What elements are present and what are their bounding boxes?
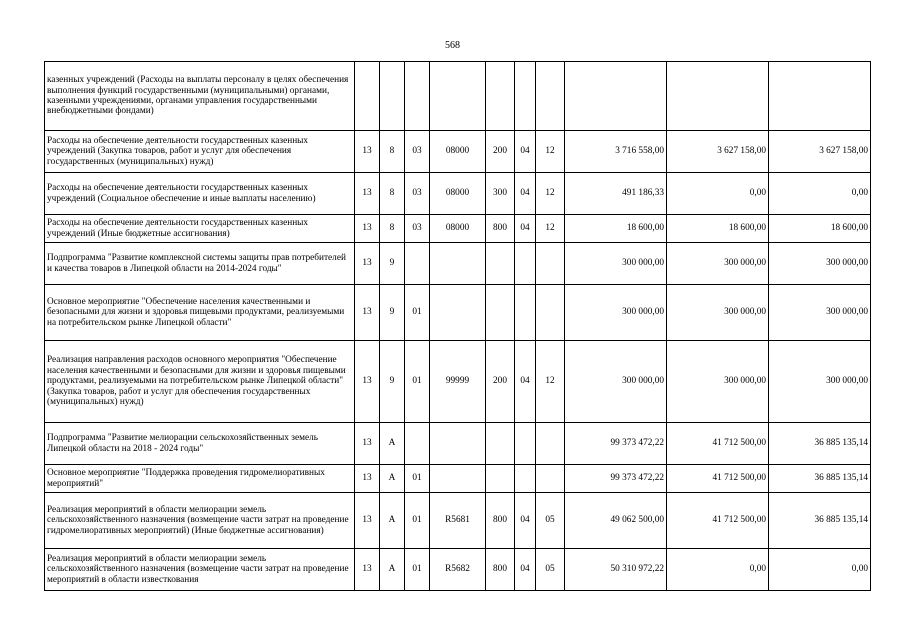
row-description: Основное мероприятие "Обеспечение населения качественными и безопасными для жизни и здоровья пищевыми продуктами, реализуемыми на потребительском рынке Липецкой области"	[45, 285, 355, 341]
row-description: Реализация мероприятий в области мелиорации земель сельскохозяйственного назначения (возмещение части затрат на проведение мероприятий в области известкования	[45, 549, 355, 591]
code-expense-type: 800	[486, 493, 515, 549]
code-subsection: 12	[536, 173, 565, 215]
table-row	[45, 493, 871, 549]
amount-year-1: 300 000,00	[565, 285, 667, 341]
code-direction	[430, 62, 486, 131]
amount-year-1: 50 310 972,22	[565, 549, 667, 591]
amount-year-1: 49 062 500,00	[565, 493, 667, 549]
code-direction: 08000	[430, 131, 486, 173]
table-row	[45, 215, 871, 243]
amount-year-3: 36 885 135,14	[769, 465, 871, 493]
amount-year-3: 18 600,00	[769, 215, 871, 243]
amount-year-3	[769, 62, 871, 131]
amount-year-3: 300 000,00	[769, 243, 871, 285]
code-subprogram: 03	[405, 173, 430, 215]
code-admin: 13	[355, 215, 380, 243]
code-subsection: 12	[536, 341, 565, 423]
amount-year-3: 300 000,00	[769, 285, 871, 341]
code-admin: 13	[355, 549, 380, 591]
code-subprogram: 03	[405, 131, 430, 173]
table-row	[45, 465, 871, 493]
row-description: Расходы на обеспечение деятельности государственных казенных учреждений (Закупка товаров, работ и услуг для обеспечения государственных (муниципальных) нужд)	[45, 131, 355, 173]
row-description: Расходы на обеспечение деятельности государственных казенных учреждений (Иные бюджетные ассигнования)	[45, 215, 355, 243]
table-row	[45, 341, 871, 423]
code-expense-type	[486, 423, 515, 465]
code-subprogram	[405, 423, 430, 465]
code-subprogram	[405, 62, 430, 131]
code-expense-type: 200	[486, 341, 515, 423]
amount-year-3: 36 885 135,14	[769, 423, 871, 465]
code-admin: 13	[355, 423, 380, 465]
amount-year-2: 41 712 500,00	[667, 423, 769, 465]
code-admin: 13	[355, 243, 380, 285]
amount-year-1: 3 716 558,00	[565, 131, 667, 173]
code-program: 8	[380, 215, 405, 243]
code-section: 04	[515, 215, 536, 243]
code-program	[380, 62, 405, 131]
code-section	[515, 285, 536, 341]
code-subsection	[536, 423, 565, 465]
amount-year-1: 491 186,33	[565, 173, 667, 215]
code-subsection	[536, 62, 565, 131]
code-section: 04	[515, 173, 536, 215]
code-section: 04	[515, 131, 536, 173]
amount-year-2: 41 712 500,00	[667, 465, 769, 493]
code-subsection: 05	[536, 493, 565, 549]
code-direction	[430, 423, 486, 465]
code-program: А	[380, 465, 405, 493]
code-subsection	[536, 243, 565, 285]
amount-year-3: 0,00	[769, 173, 871, 215]
code-expense-type	[486, 62, 515, 131]
code-direction: R5681	[430, 493, 486, 549]
code-section	[515, 62, 536, 131]
code-program: А	[380, 423, 405, 465]
code-program: А	[380, 549, 405, 591]
code-expense-type: 800	[486, 215, 515, 243]
row-description: Реализация мероприятий в области мелиорации земель сельскохозяйственного назначения (возмещение части затрат на проведение гидромелиоративных мероприятий) (Иные бюджетные ассигнования)	[45, 493, 355, 549]
row-description: Подпрограмма "Развитие мелиорации сельскохозяйственных земель Липецкой области на 2018 - 2024 годы"	[45, 423, 355, 465]
code-subsection	[536, 465, 565, 493]
table-row	[45, 243, 871, 285]
code-direction: 99999	[430, 341, 486, 423]
code-admin	[355, 62, 380, 131]
code-program: 9	[380, 285, 405, 341]
table-row	[45, 173, 871, 215]
code-subsection	[536, 285, 565, 341]
row-description: казенных учреждений (Расходы на выплаты персоналу в целях обеспечения выполнения функций государственными (муниципальными) органами, казенными учреждениями, органами управления государственными внебюджетными фондами)	[45, 62, 355, 131]
table-row	[45, 131, 871, 173]
code-section: 04	[515, 493, 536, 549]
code-section	[515, 465, 536, 493]
code-expense-type	[486, 243, 515, 285]
code-direction: R5682	[430, 549, 486, 591]
amount-year-2	[667, 62, 769, 131]
code-section: 04	[515, 341, 536, 423]
code-expense-type: 800	[486, 549, 515, 591]
table-row	[45, 285, 871, 341]
code-subprogram: 01	[405, 493, 430, 549]
amount-year-3: 36 885 135,14	[769, 493, 871, 549]
code-expense-type: 300	[486, 173, 515, 215]
code-subsection: 12	[536, 131, 565, 173]
code-program: 9	[380, 243, 405, 285]
amount-year-1: 99 373 472,22	[565, 423, 667, 465]
amount-year-2: 300 000,00	[667, 285, 769, 341]
code-subprogram	[405, 243, 430, 285]
amount-year-2: 0,00	[667, 173, 769, 215]
code-subprogram: 01	[405, 341, 430, 423]
code-subprogram: 03	[405, 215, 430, 243]
row-description: Подпрограмма "Развитие комплексной системы защиты прав потребителей и качества товаров в Липецкой области на 2014-2024 годы"	[45, 243, 355, 285]
code-direction: 08000	[430, 173, 486, 215]
budget-table	[44, 61, 871, 591]
amount-year-3: 300 000,00	[769, 341, 871, 423]
row-description: Расходы на обеспечение деятельности государственных казенных учреждений (Социальное обеспечение и иные выплаты населению)	[45, 173, 355, 215]
code-expense-type	[486, 465, 515, 493]
code-admin: 13	[355, 285, 380, 341]
code-subsection: 12	[536, 215, 565, 243]
amount-year-2: 300 000,00	[667, 243, 769, 285]
table-row	[45, 549, 871, 591]
code-program: 8	[380, 173, 405, 215]
code-admin: 13	[355, 131, 380, 173]
code-admin: 13	[355, 341, 380, 423]
code-admin: 13	[355, 173, 380, 215]
code-direction: 08000	[430, 215, 486, 243]
amount-year-2: 300 000,00	[667, 341, 769, 423]
code-direction	[430, 243, 486, 285]
row-description: Реализация направления расходов основного мероприятия "Обеспечение населения качественными и безопасными для жизни и здоровья пищевыми продуктами, реализуемыми на потребительском рынке Липецкой области" (Закупка товаров, работ и услуг для обеспечения государственных (муниципальных) нужд)	[45, 341, 355, 423]
table-row	[45, 423, 871, 465]
row-description: Основное мероприятие "Поддержка проведения гидромелиоративных мероприятий"	[45, 465, 355, 493]
amount-year-1: 300 000,00	[565, 243, 667, 285]
amount-year-1: 300 000,00	[565, 341, 667, 423]
code-subprogram: 01	[405, 549, 430, 591]
amount-year-1: 18 600,00	[565, 215, 667, 243]
code-admin: 13	[355, 465, 380, 493]
amount-year-1	[565, 62, 667, 131]
code-expense-type	[486, 285, 515, 341]
code-expense-type: 200	[486, 131, 515, 173]
code-direction	[430, 285, 486, 341]
code-program: 9	[380, 341, 405, 423]
code-program: А	[380, 493, 405, 549]
table-row	[45, 62, 871, 131]
code-section: 04	[515, 549, 536, 591]
amount-year-3: 0,00	[769, 549, 871, 591]
code-section	[515, 423, 536, 465]
code-program: 8	[380, 131, 405, 173]
amount-year-2: 3 627 158,00	[667, 131, 769, 173]
amount-year-2: 41 712 500,00	[667, 493, 769, 549]
code-subprogram: 01	[405, 285, 430, 341]
code-direction	[430, 465, 486, 493]
amount-year-2: 18 600,00	[667, 215, 769, 243]
page-number: 568	[445, 40, 460, 51]
code-subsection: 05	[536, 549, 565, 591]
code-subprogram: 01	[405, 465, 430, 493]
amount-year-3: 3 627 158,00	[769, 131, 871, 173]
amount-year-2: 0,00	[667, 549, 769, 591]
amount-year-1: 99 373 472,22	[565, 465, 667, 493]
code-section	[515, 243, 536, 285]
code-admin: 13	[355, 493, 380, 549]
